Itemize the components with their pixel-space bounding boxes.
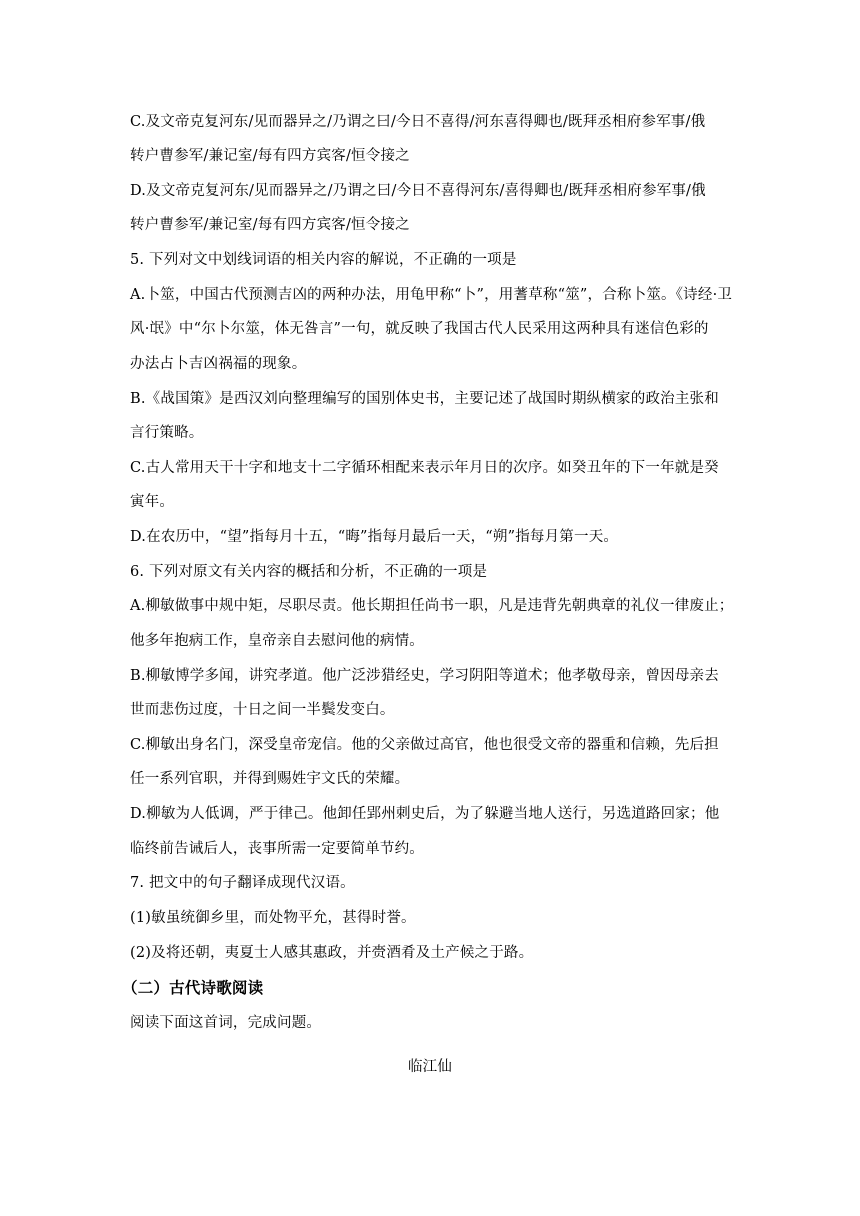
q6-option-a-line-1: A.柳敏做事中规中矩，尽职尽责。他长期担任尚书一职，凡是违背先朝典章的礼仪一律废止；: [130, 598, 734, 614]
question-7-stem: 7. 把文中的句子翻译成现代汉语。: [130, 875, 355, 891]
question-5-stem: 5. 下列对文中划线词语的相关内容的解说，不正确的一项是: [130, 252, 517, 268]
q6-option-a-line-2: 他多年抱病工作，皇帝亲自去慰问他的病情。: [130, 633, 424, 649]
q5-option-c-line-2: 寅年。: [130, 494, 175, 510]
q6-option-b-line-1: B.柳敏博学多闻，讲究孝道。他广泛涉猎经史，学习阴阳等道术；他孝敬母亲，曾因母亲去: [130, 668, 719, 684]
q5-option-a-line-2: 风·氓》中“尔卜尔筮，体无咎言”一句，就反映了我国古代人民采用这两种具有迷信色彩的: [130, 321, 709, 337]
q6-option-c-line-1: C.柳敏出身名门，深受皇帝宠信。他的父亲做过高官，他也很受文帝的器重和信赖，先后担: [130, 737, 719, 753]
q5-option-a-line-3: 办法占卜吉凶祸福的现象。: [130, 356, 307, 372]
q5-option-a-line-1: A.卜筮，中国古代预测吉凶的两种办法，用龟甲称“卜”，用蓍草称“筮”，合称卜筮。《诗经·卫: [130, 287, 733, 303]
q5-option-c-line-1: C.古人常用天干十字和地支十二字循环相配来表示年月日的次序。如癸丑年的下一年就是癸: [130, 460, 719, 476]
question-6-stem: 6. 下列对原文有关内容的概括和分析，不正确的一项是: [130, 564, 488, 580]
option-c-line-1: C.及文帝克复河东/见而器异之/乃谓之曰/今日不喜得/河东喜得卿也/既拜丞相府参军事/俄: [130, 114, 706, 130]
q6-option-d-line-1: D.柳敏为人低调，严于律己。他卸任郢州刺史后，为了躲避当地人送行，另选道路回家；他: [130, 806, 720, 822]
q5-option-b-line-1: B.《战国策》是西汉刘向整理编写的国别体史书，主要记述了战国时期纵横家的政治主张和: [130, 391, 719, 407]
reading-instruction: 阅读下面这首词，完成问题。: [130, 1015, 322, 1031]
option-d-line-2: 转户曹参军/兼记室/每有四方宾客/恒令接之: [130, 217, 410, 233]
poem-title: 临江仙: [407, 1059, 453, 1075]
q7-sentence-2: (2)及将还朝，夷夏士人感其惠政，并赍酒肴及土产候之于路。: [130, 945, 534, 961]
q6-option-c-line-2: 任一系列官职，并得到赐姓宇文氏的荣耀。: [130, 771, 410, 787]
q6-option-d-line-2: 临终前告诫后人，丧事所需一定要简单节约。: [130, 841, 424, 857]
q5-option-b-line-2: 言行策略。: [130, 425, 204, 441]
section-heading: （二）古代诗歌阅读: [122, 979, 264, 997]
q6-option-b-line-2: 世而悲伤过度，十日之间一半鬓发变白。: [130, 702, 395, 718]
option-d-line-1: D.及文帝克复河东/见而器异之/乃谓之曰/今日不喜得河东/喜得卿也/既拜丞相府参军事/俄: [130, 183, 706, 199]
q5-option-d-line-1: D.在农历中，“望”指每月十五，“晦”指每月最后一天，“朔”指每月第一天。: [130, 529, 619, 545]
q7-sentence-1: (1)敏虽统御乡里，而处物平允，甚得时誉。: [130, 910, 416, 926]
option-c-line-2: 转户曹参军/兼记室/每有四方宾客/恒令接之: [130, 148, 410, 164]
